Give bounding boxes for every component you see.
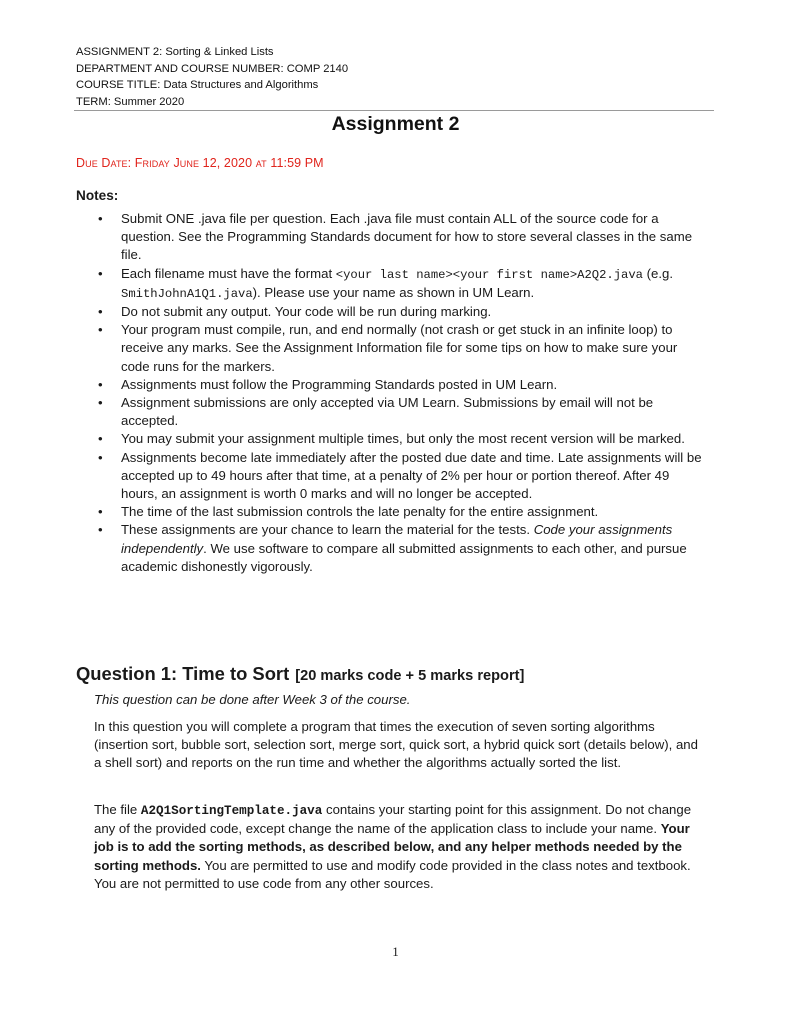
page-number: 1	[392, 944, 399, 959]
question-1-paragraph-2	[94, 801, 704, 893]
note-text: Assignment submissions are only accepted via UM Learn. Submissions by email will not be accepted.	[121, 395, 654, 429]
header-course-number: DEPARTMENT AND COURSE NUMBER: COMP 2140	[76, 62, 349, 75]
note-emphasis: Code your assignments independently	[121, 522, 673, 556]
template-filename: A2Q1SortingTemplate.java	[140, 804, 323, 818]
header-assignment: ASSIGNMENT 2: Sorting & Linked Lists	[76, 46, 274, 58]
question-1-marks: [20 marks code + 5 marks report]	[295, 668, 525, 684]
notes-heading: Notes:	[76, 188, 119, 203]
question-1-heading	[76, 663, 524, 685]
para-text: contains your starting point for this assignment. Do not change any of the provided code, except change the name of the application class to include your name.	[94, 802, 692, 837]
note-text: . We use software to compare all submitted assignments to each other, and pursue academic dishonestly vigorously.	[121, 540, 687, 574]
note-text: The time of the last submission controls the late penalty for the entire assignment.	[121, 504, 599, 520]
note-text: Submit ONE .java file per question. Each .java file must contain ALL of the source code for a question. See the Programming Standards document for how to store several classes in the same file.	[121, 211, 693, 263]
header-term: TERM: Summer 2020	[76, 95, 185, 108]
header-course-title: COURSE TITLE: Data Structures and Algorithms	[76, 79, 319, 92]
note-item	[94, 503, 704, 521]
header-divider	[74, 110, 714, 111]
note-item	[94, 303, 704, 321]
note-text: Each filename must have the format	[121, 265, 336, 281]
page-title: Assignment 2	[331, 113, 460, 135]
note-text: Assignments must follow the Programming Standards posted in UM Learn.	[121, 376, 558, 392]
note-text: Do not submit any output. Your code will be run during marking.	[121, 304, 492, 320]
question-1-paragraph: In this question you will complete a program that times the execution of seven sorting algorithms (insertion sort, bubble sort, selection sort, merge sort, quick sort, a hybrid quick sort (details below), and a shell sort) and reports on the run time and whether the algorithms actually sorted the list.	[94, 719, 698, 771]
note-item	[94, 321, 704, 376]
note-text: Your program must compile, run, and end normally (not crash or get stuck in an infinite loop) to receive any marks. See the Assignment Information file for some tips on how to make sure your code runs for the markers.	[121, 322, 678, 374]
note-item	[94, 430, 704, 448]
note-text: These assignments are your chance to learn the material for the tests.	[121, 522, 534, 538]
filename-format: <your last name><your first name>A2Q2.java	[335, 267, 643, 282]
note-item	[94, 210, 704, 265]
notes-list	[94, 210, 704, 576]
note-text: Assignments become late immediately after the posted due date and time. Late assignments will be accepted up to 49 hours after that time, at a penalty of 2% per hour or portion thereof. After 49 hours, an assignment is worth 0 marks and will no longer be accepted.	[121, 449, 702, 502]
question-1-subtitle: This question can be done after Week 3 of the course.	[94, 692, 411, 707]
para-emphasis: Your job is to add the sorting methods, as described below, and any helper methods needed by the sorting methods.	[94, 821, 690, 873]
note-item	[94, 265, 704, 303]
para-text: You are permitted to use and modify code provided in the class notes and textbook. You are not permitted to use code from any other sources.	[94, 857, 691, 891]
note-item	[94, 394, 704, 430]
para-text: The file	[94, 802, 141, 817]
due-date: Due Date: Friday June 12, 2020 at 11:59 PM	[76, 156, 324, 170]
filename-example: SmithJohnA1Q1.java	[121, 286, 253, 301]
document-header	[76, 44, 348, 110]
note-text: ). Please use your name as shown in UM Learn.	[252, 284, 535, 300]
note-item	[94, 449, 704, 504]
note-item	[94, 376, 704, 394]
note-item	[94, 521, 704, 576]
note-text: You may submit your assignment multiple times, but only the most recent version will be marked.	[121, 431, 685, 447]
note-text: (e.g.	[642, 265, 674, 281]
question-1-title: Question 1: Time to Sort	[76, 663, 290, 684]
